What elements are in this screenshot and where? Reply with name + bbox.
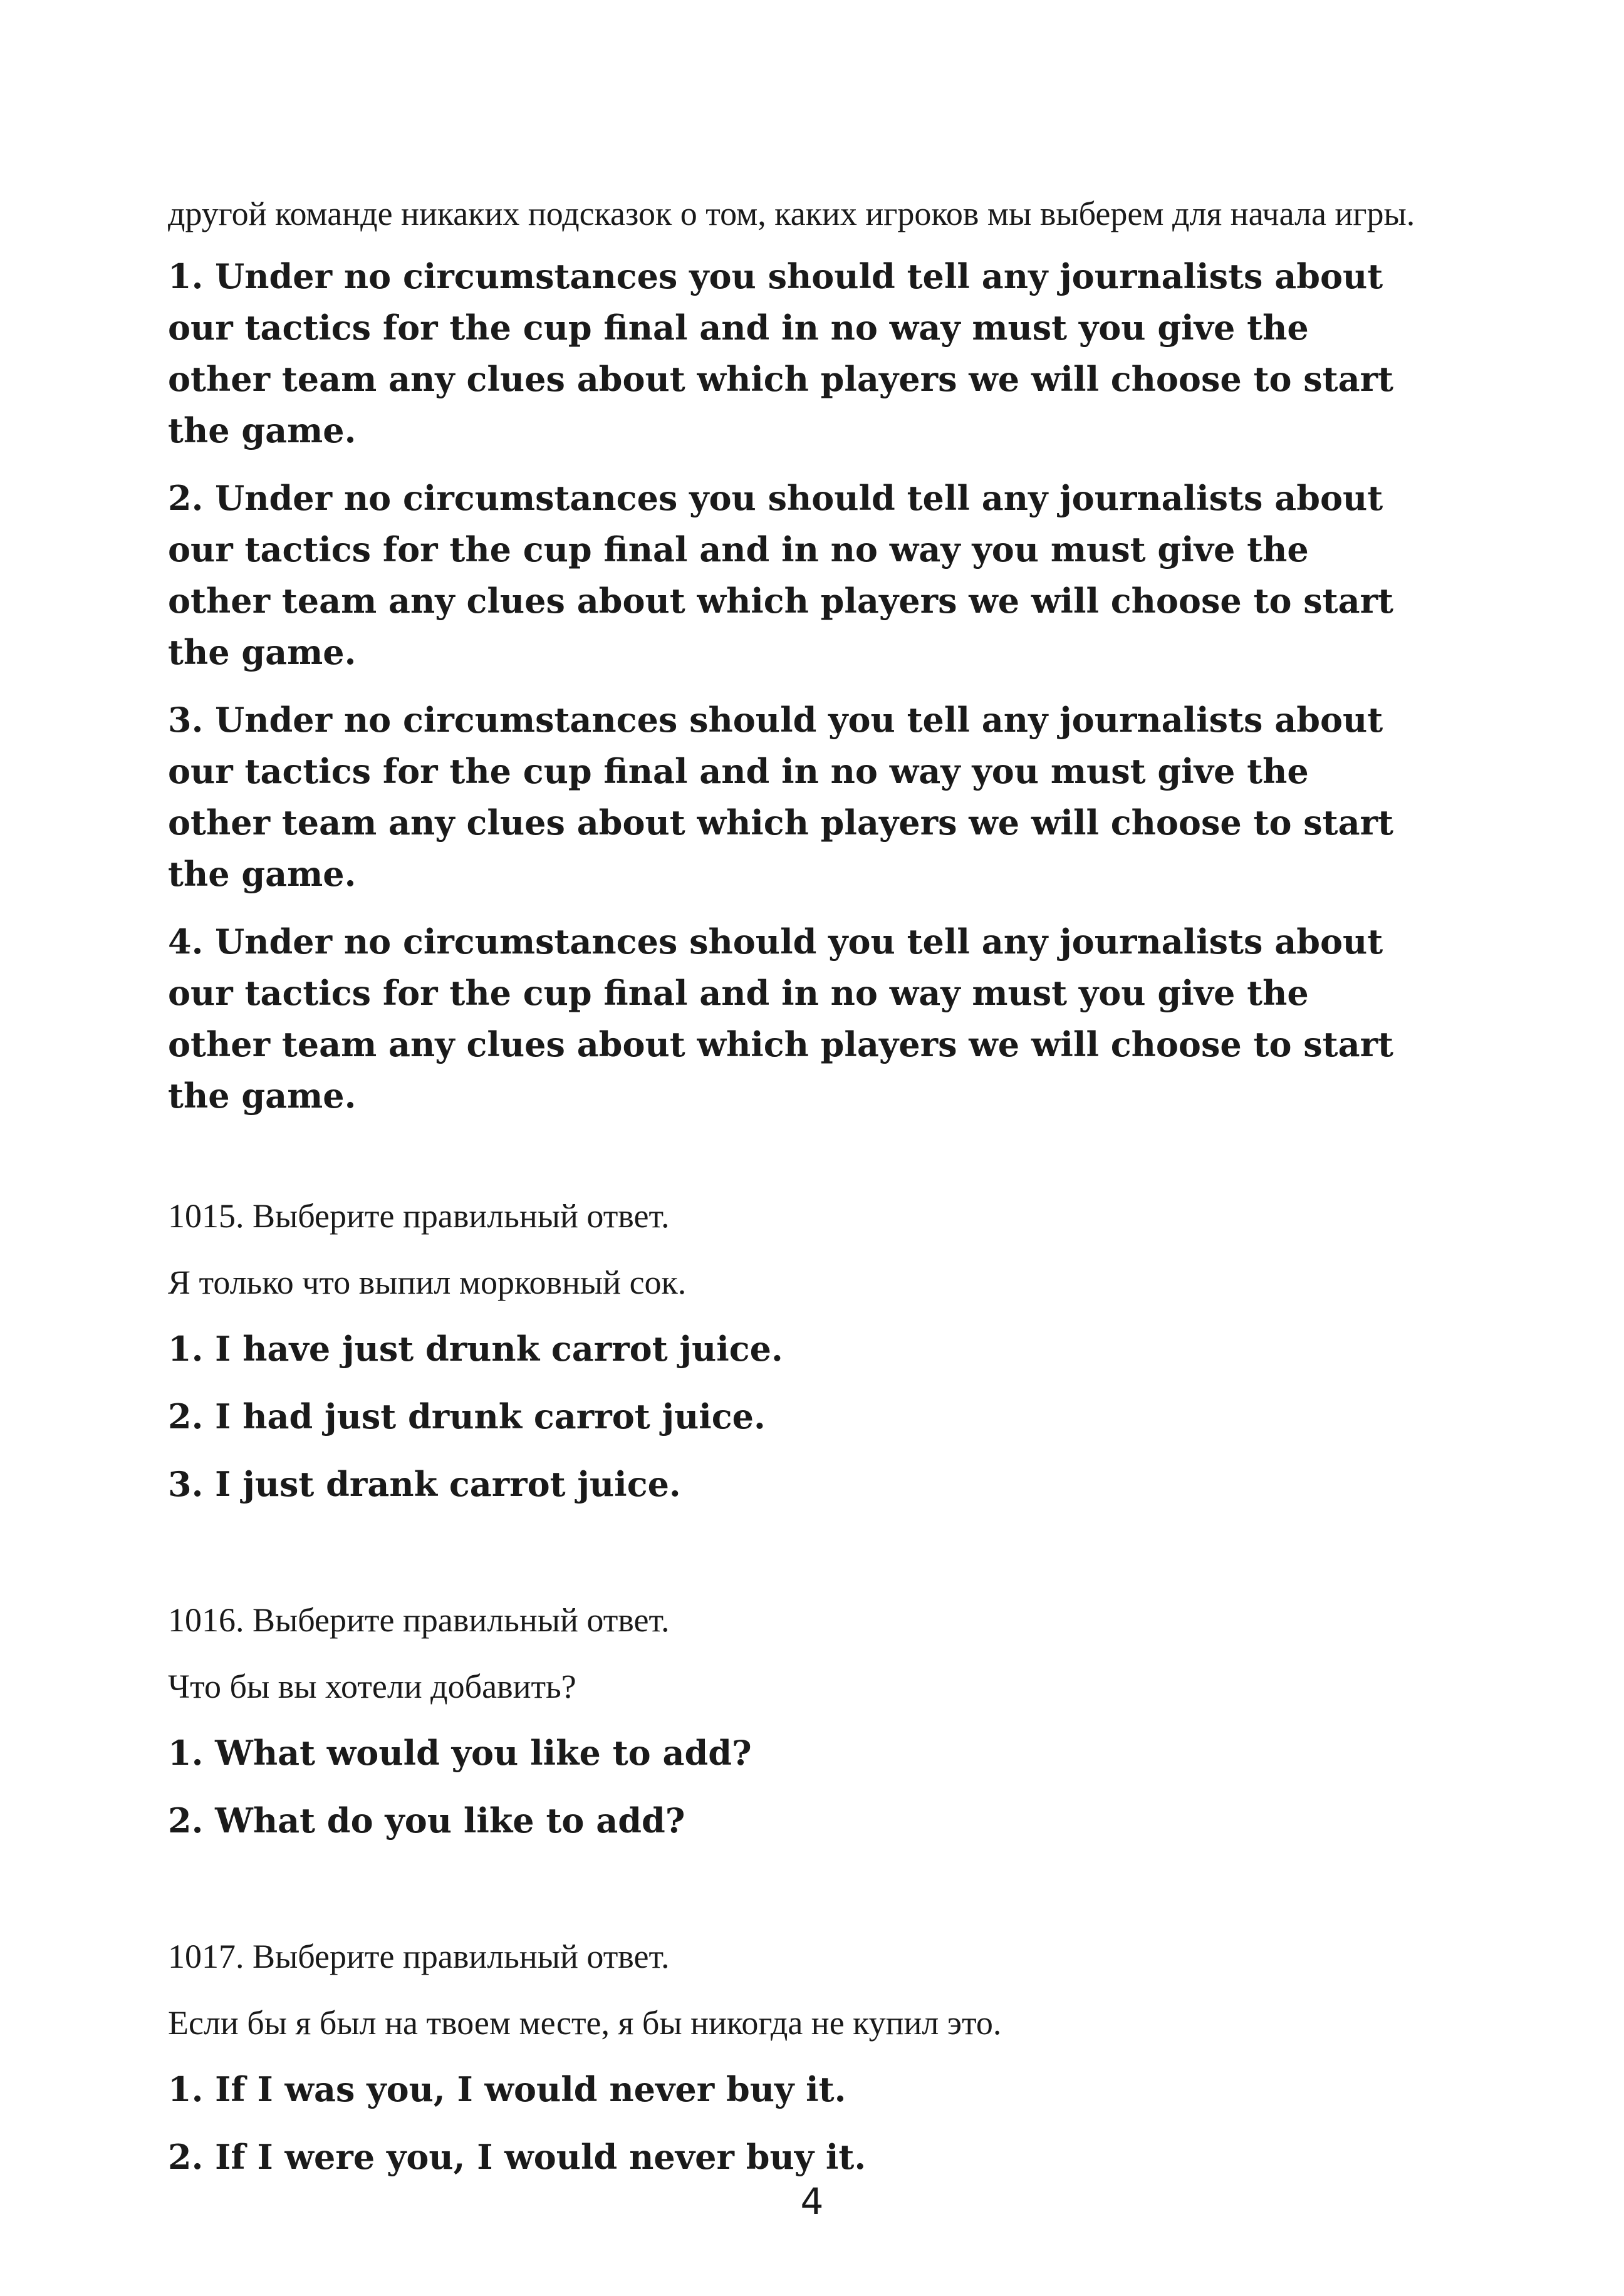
question-1017-prompt: Если бы я был на твоем месте, я бы никогда не купил это. xyxy=(168,2004,1002,2042)
question-1015-option-2: 2. I had just drunk carrot juice. xyxy=(168,1396,766,1436)
question-1015-prompt: Я только что выпил морковный сок. xyxy=(168,1264,687,1301)
question-1015-option-1: 1. I have just drunk carrot juice. xyxy=(168,1329,783,1369)
intro-option-4: 4. Under no circumstances should you tell any journalists about our tactics for the cup final and in no way must you give the other team any clues about which players we will choose to start the game. xyxy=(168,922,1393,1116)
page-content xyxy=(168,188,1421,2199)
question-1017-header: 1017. Выберите правильный ответ. xyxy=(168,1938,670,1975)
question-1016-prompt: Что бы вы хотели добавить? xyxy=(168,1668,576,1705)
intro-continuation-text: другой команде никаких подсказок о том, каких игроков мы выберем для начала игры. xyxy=(168,195,1415,232)
question-1016-option-2: 2. What do you like to add? xyxy=(168,1800,685,1841)
question-1016-header: 1016. Выберите правильный ответ. xyxy=(168,1601,670,1639)
intro-option-1: 1. Under no circumstances you should tell any journalists about our tactics for the cup final and in no way must you give the other team any clues about which players we will choose to start the game. xyxy=(168,256,1393,450)
question-1016-option-1: 1. What would you like to add? xyxy=(168,1733,752,1773)
question-1015-option-3: 3. I just drank carrot juice. xyxy=(168,1464,681,1504)
intro-option-3: 3. Under no circumstances should you tell any journalists about our tactics for the cup final and in no way you must give the other team any clues about which players we will choose to start the game. xyxy=(168,700,1393,894)
question-1017-option-2: 2. If I were you, I would never buy it. xyxy=(168,2137,867,2177)
question-1017-option-1: 1. If I was you, I would never buy it. xyxy=(168,2069,846,2109)
intro-option-2: 2. Under no circumstances you should tell any journalists about our tactics for the cup final and in no way you must give the other team any clues about which players we will choose to start the game. xyxy=(168,478,1393,672)
page-number: 4 xyxy=(800,2180,824,2223)
question-1015-header: 1015. Выберите правильный ответ. xyxy=(168,1197,670,1235)
